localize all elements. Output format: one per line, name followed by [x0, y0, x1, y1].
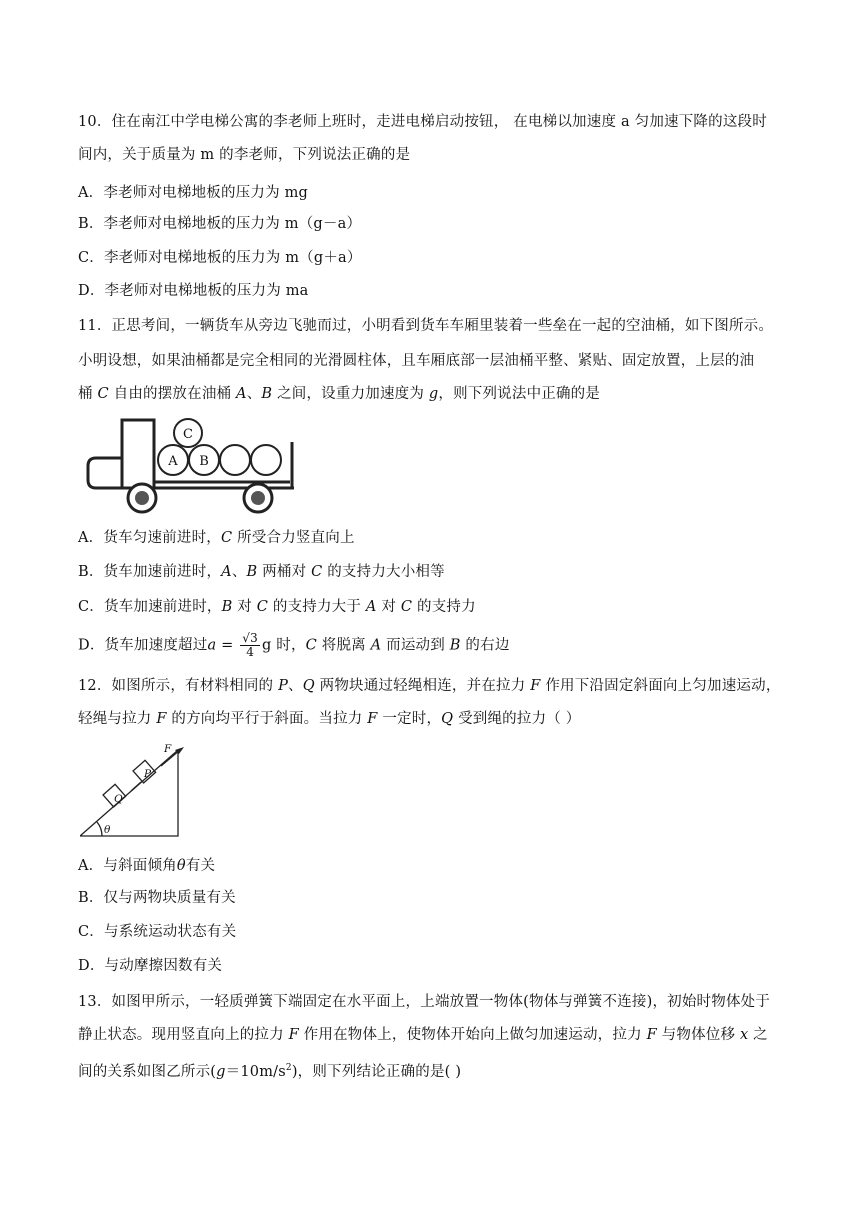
truck-oil-barrels-figure	[84, 414, 314, 514]
barrel-label-a: A	[168, 454, 178, 469]
barrel-d	[220, 445, 250, 475]
q13-stem-line3: 间的关系如图乙所示$(g=10m/s^2)$，则下列结论正确的是( )	[78, 1063, 462, 1080]
label-q: Q	[114, 793, 123, 805]
barrel-label-b: B	[199, 454, 209, 469]
q10-stem-line1: 10．住在南江中学电梯公寓的李老师上班时，走进电梯启动按钮， 在电梯以加速度 a 匀加速下降的这段时	[78, 114, 767, 130]
q12-option-a: A．与斜面倾角θ有关	[78, 858, 216, 874]
label-p: P	[144, 768, 152, 780]
label-theta: θ	[104, 824, 111, 836]
incline-triangle	[80, 750, 178, 836]
q11-option-a: A．货车匀速前进时，C 所受合力竖直向上	[78, 530, 355, 546]
barrel-e	[251, 445, 281, 475]
q11-stem-line1: 11．正思考间，一辆货车从旁边飞驰而过，小明看到货车车厢里装着一些垒在一起的空油桶，如下图所示。	[78, 318, 774, 334]
q11-option-d: D．货车加速度超过a = $\frac{√3}{4}$ g 时，C 将脱离 A 而运动到 B 的右边	[78, 631, 510, 659]
q12-option-d: D．与动摩擦因数有关	[78, 958, 223, 974]
q10-option-c: C．李老师对电梯地板的压力为 m（g＋a）	[78, 250, 362, 266]
q11-stem-line3: 桶 C 自由的摆放在油桶 A、B 之间，设重力加速度为 g，则下列说法中正确的是	[78, 386, 601, 402]
q11-option-c: C．货车加速前进时，B 对 C 的支持力大于 A 对 C 的支持力	[78, 599, 476, 615]
q13-stem-line2: 静止状态。现用竖直向上的拉力 F 作用在物体上，使物体开始向上做匀加速运动，拉力 F 与物体位移 x 之	[78, 1027, 768, 1043]
q13-stem-line1: 13．如图甲所示，一轻质弹簧下端固定在水平面上，上端放置一物体(物体与弹簧不连接)，初始时物体处于	[78, 994, 771, 1010]
label-f: F	[164, 743, 172, 755]
truck-cab	[122, 420, 154, 488]
q11-option-b: B．货车加速前进时，A、B 两桶对 C 的支持力大小相等	[78, 564, 445, 580]
q10-option-d: D．李老师对电梯地板的压力为 ma	[78, 283, 309, 299]
q12-stem-line2: 轻绳与拉力 F 的方向均平行于斜面。当拉力 F 一定时，Q 受到绳的拉力（ ）	[78, 711, 581, 727]
q12-option-b: B．仅与两物块质量有关	[78, 890, 236, 906]
barrel-label-c: C	[183, 427, 193, 442]
q10-option-a: A．李老师对电梯地板的压力为 mg	[78, 185, 309, 201]
rope	[131, 782, 141, 791]
truck-hood	[88, 458, 122, 488]
q11-stem-line2: 小明设想，如果油桶都是完全相同的光滑圆柱体，且车厢底部一层油桶平整、紧贴、固定放置，上层的油	[78, 353, 755, 369]
angle-arc	[97, 822, 102, 836]
q12-stem-line1: 12．如图所示，有材料相同的 P、Q 两物块通过轻绳相连，并在拉力 F 作用下沿固定斜面向上匀加速运动，	[78, 678, 781, 694]
q12-option-c: C．与系统运动状态有关	[78, 924, 237, 940]
q10-option-b: B．李老师对电梯地板的压力为 m（g－a）	[78, 216, 362, 232]
q10-stem-line2: 间内，关于质量为 m 的李老师，下列说法正确的是	[78, 147, 411, 163]
incline-blocks-figure	[80, 742, 210, 840]
fraction-sqrt3-over-4: $\frac{√3}{4}$	[242, 631, 258, 659]
